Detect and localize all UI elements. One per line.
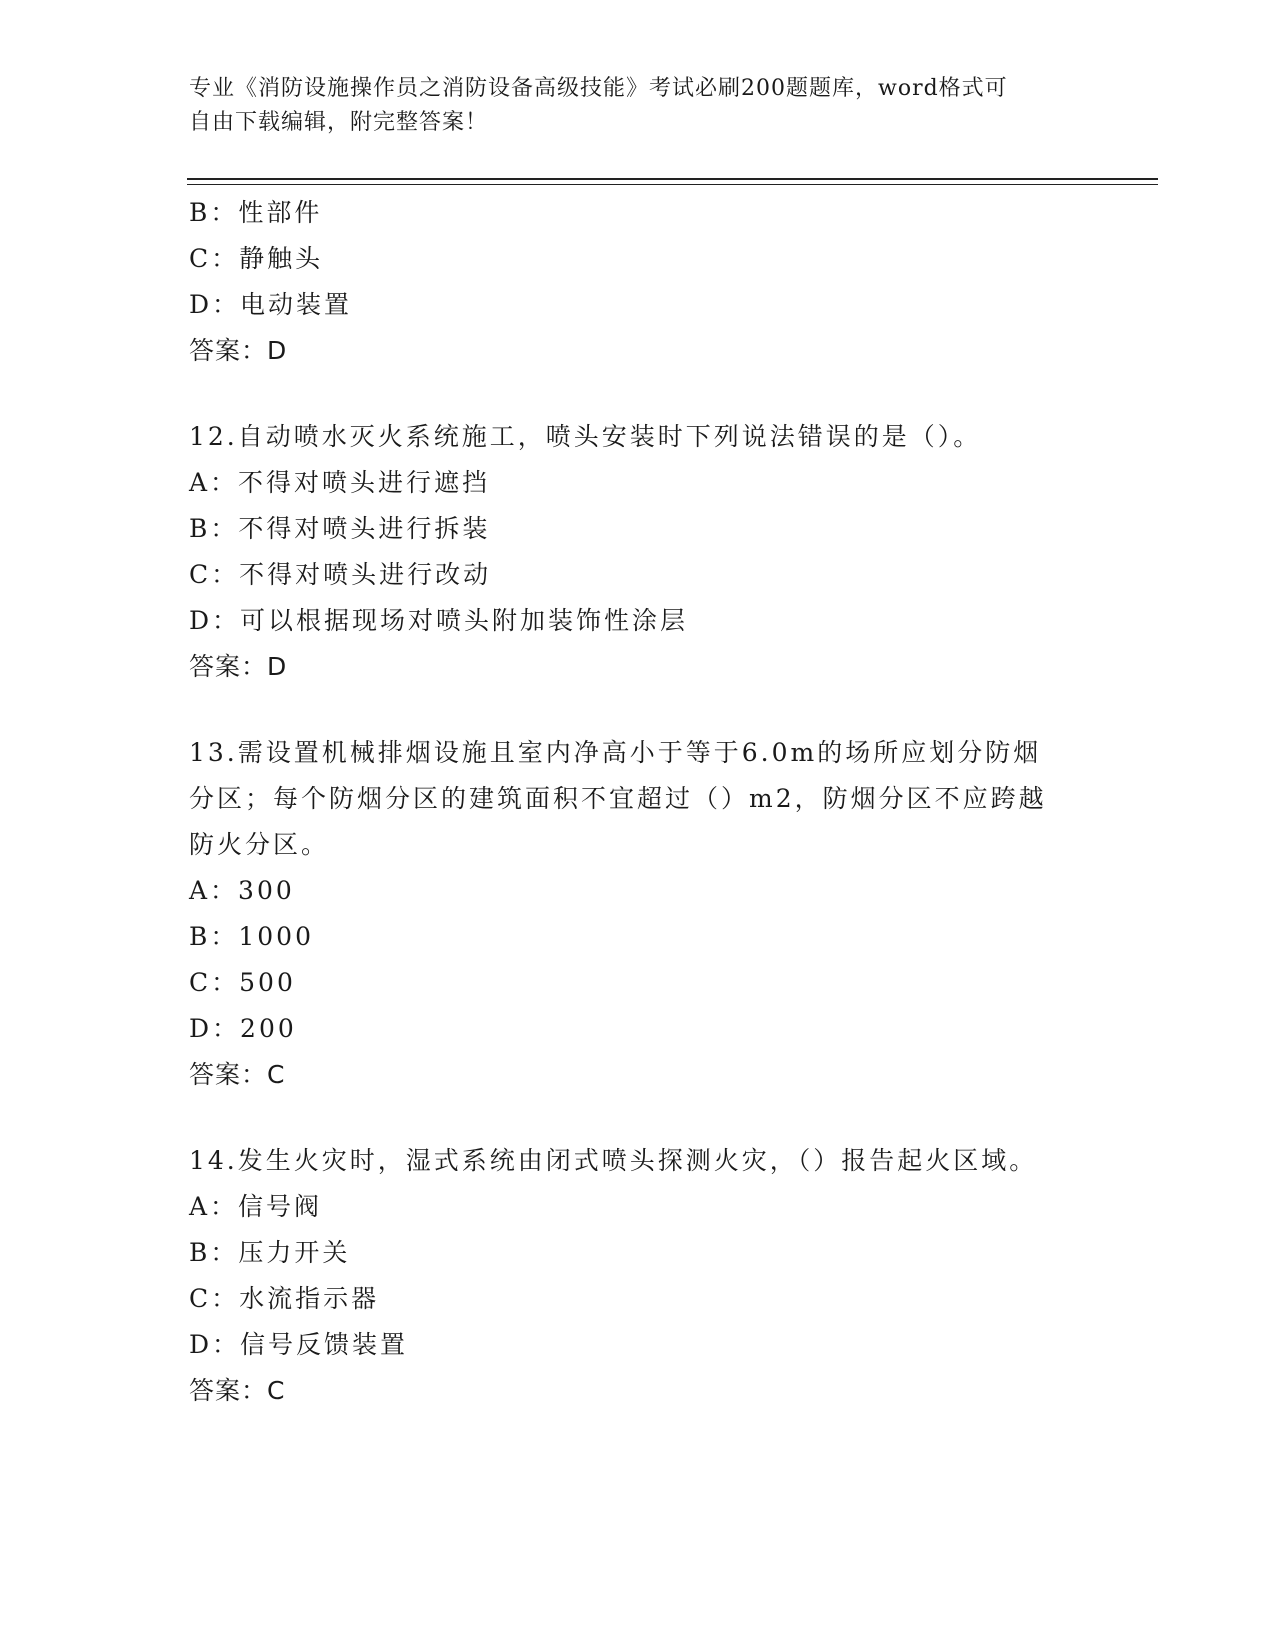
option-c: C：500 bbox=[189, 968, 296, 997]
document-header bbox=[189, 72, 1069, 140]
header-line-2: 自由下载编辑，附完整答案！ bbox=[189, 110, 489, 135]
spacer bbox=[189, 1098, 1089, 1138]
spacer bbox=[189, 690, 1089, 730]
option-b: B：不得对喷头进行拆装 bbox=[189, 514, 491, 543]
option-a: A：信号阀 bbox=[189, 1192, 323, 1221]
question-stem-line-1: 13.需设置机械排烟设施且室内净高小于等于6.0m的场所应划分防烟 bbox=[189, 738, 1042, 767]
option-b: B：性部件 bbox=[189, 198, 323, 227]
question-stem: 14.发生火灾时，湿式系统由闭式喷头探测火灾，（）报告起火区域。 bbox=[189, 1146, 1038, 1175]
header-rule-thick bbox=[187, 178, 1158, 180]
answer: 答案：D bbox=[189, 336, 288, 365]
option-b: B：压力开关 bbox=[189, 1238, 351, 1267]
spacer bbox=[189, 374, 1089, 414]
option-d: D：电动装置 bbox=[189, 290, 353, 319]
option-a: A：不得对喷头进行遮挡 bbox=[189, 468, 491, 497]
question-14 bbox=[189, 1138, 1089, 1414]
question-stem: 12.自动喷水灭火系统施工，喷头安装时下列说法错误的是（）。 bbox=[189, 422, 982, 451]
answer: 答案：D bbox=[189, 652, 288, 681]
question-11-tail bbox=[189, 190, 1089, 374]
option-c: C：不得对喷头进行改动 bbox=[189, 560, 492, 589]
answer: 答案：C bbox=[189, 1060, 286, 1089]
question-stem-line-2: 分区；每个防烟分区的建筑面积不宜超过（）m2，防烟分区不应跨越 bbox=[189, 784, 1047, 813]
question-stem-line-3: 防火分区。 bbox=[189, 830, 330, 859]
question-list bbox=[189, 190, 1089, 1414]
option-b: B：1000 bbox=[189, 922, 314, 951]
question-12 bbox=[189, 414, 1089, 690]
header-rule-thin bbox=[187, 184, 1158, 185]
option-c: C：静触头 bbox=[189, 244, 324, 273]
option-d: D：可以根据现场对喷头附加装饰性涂层 bbox=[189, 606, 689, 635]
question-13 bbox=[189, 730, 1089, 1098]
option-d: D：信号反馈装置 bbox=[189, 1330, 409, 1359]
option-c: C：水流指示器 bbox=[189, 1284, 380, 1313]
option-a: A：300 bbox=[189, 876, 295, 905]
option-d: D：200 bbox=[189, 1014, 297, 1043]
header-line-1: 专业《消防设施操作员之消防设备高级技能》考试必刷200题题库，word格式可 bbox=[189, 76, 1008, 101]
answer: 答案：C bbox=[189, 1376, 286, 1405]
